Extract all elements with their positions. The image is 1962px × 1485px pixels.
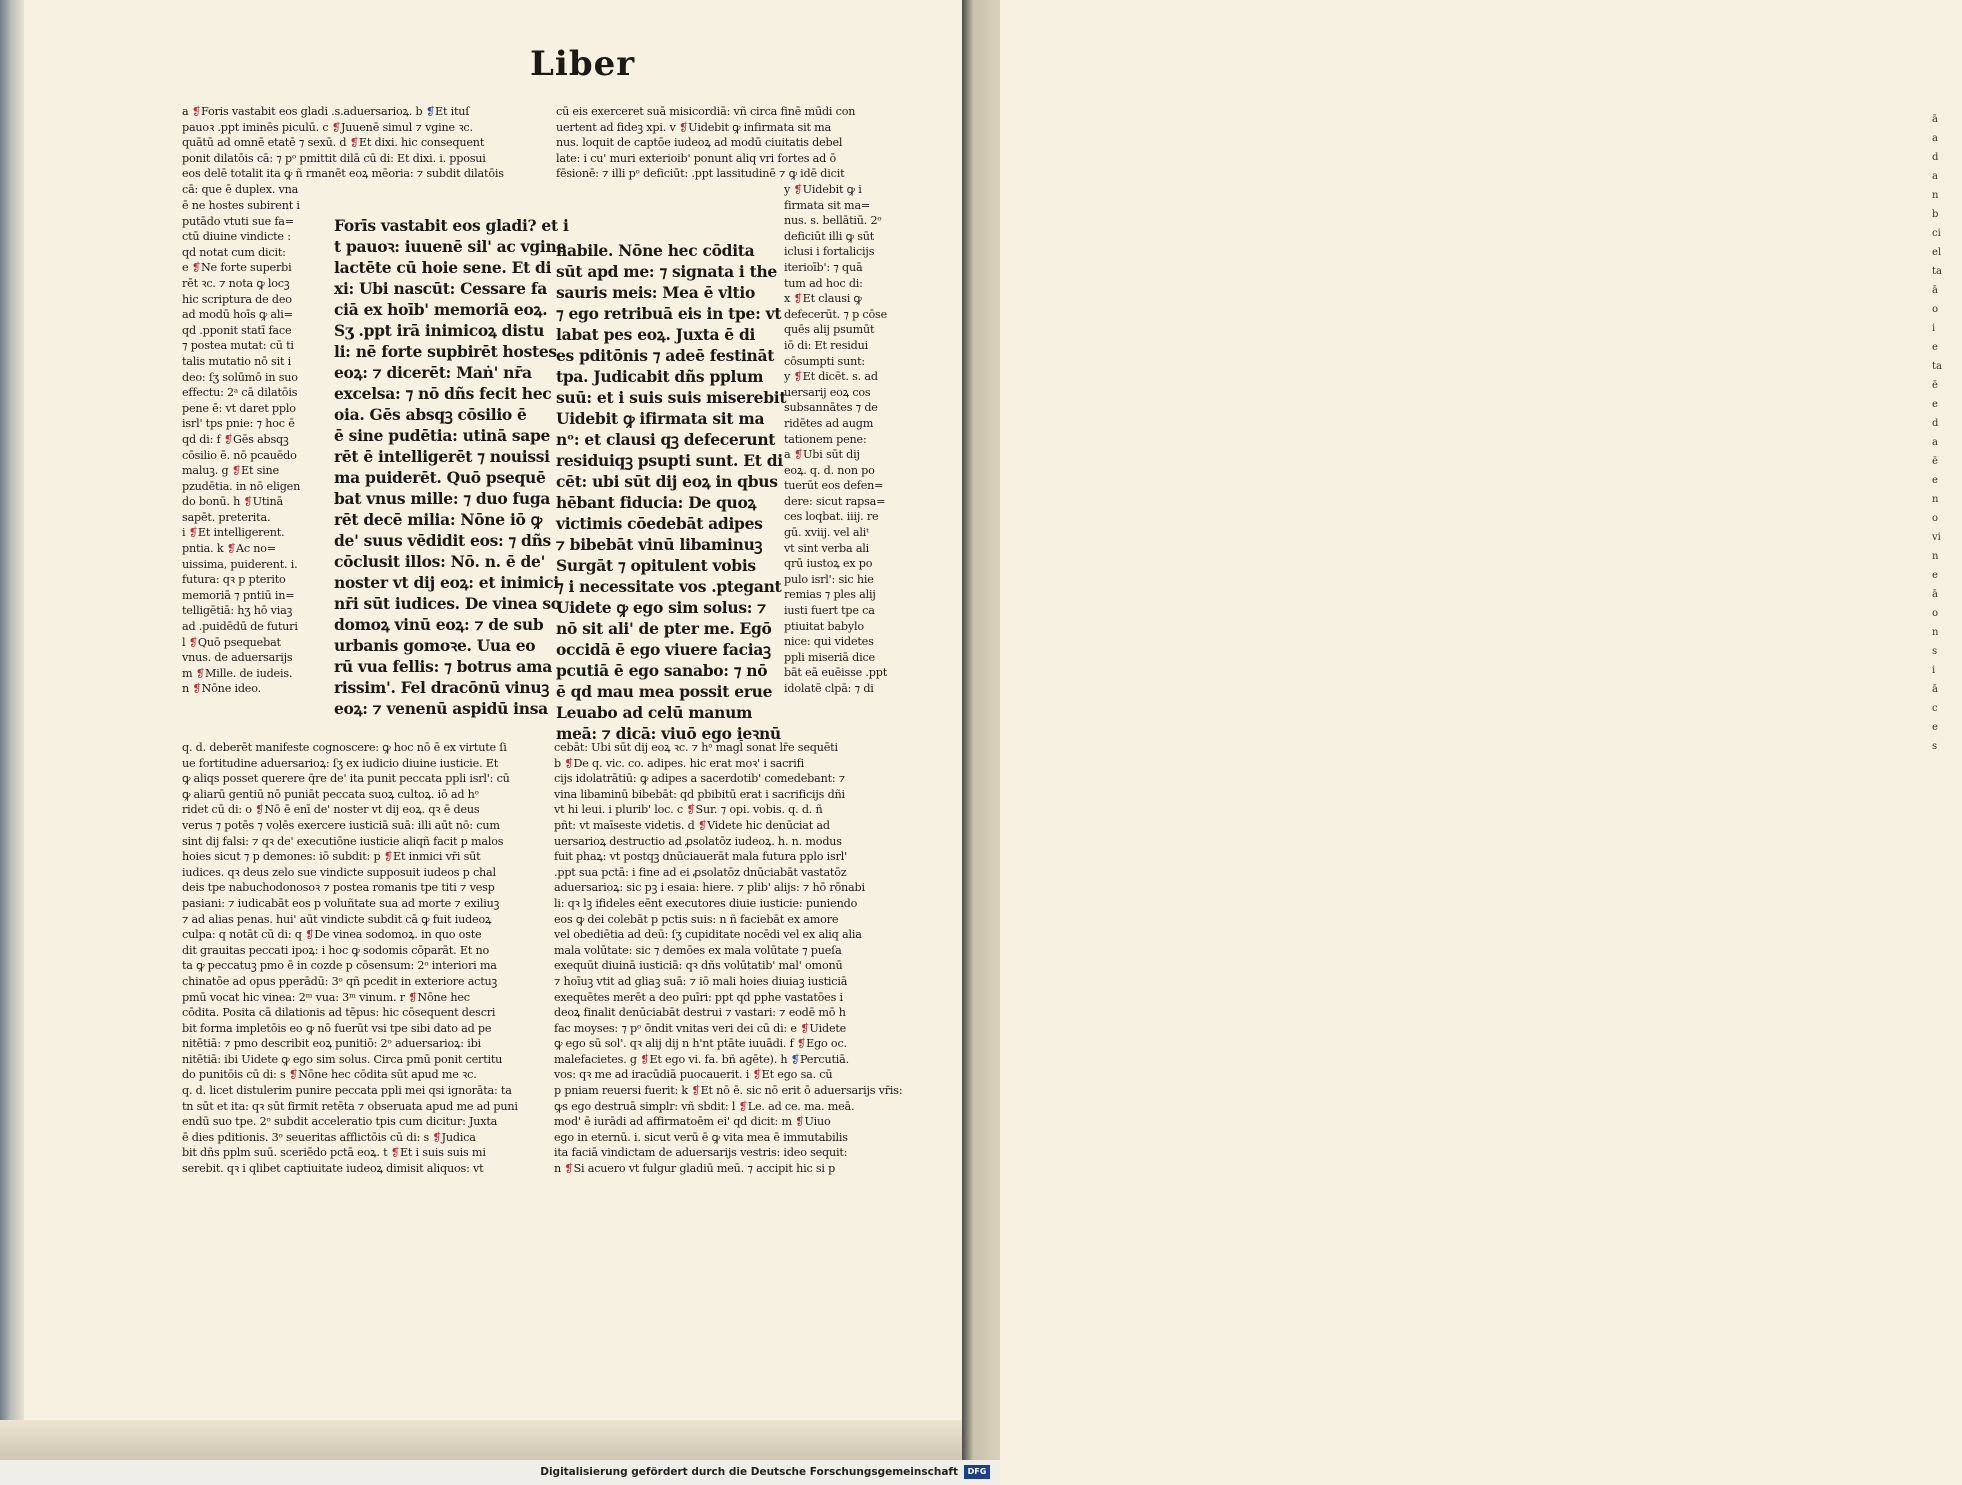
paragraph-mark-icon: ❡	[188, 526, 198, 540]
gloss-line: nus. s. bellātiū. 2ᵒ	[784, 214, 882, 228]
fragment-line: i	[1932, 665, 1936, 676]
footer-credit: Digitalisierung gefördert durch die Deutsche Forschungsgemeinschaft	[540, 1466, 958, 1478]
fragment-line: n	[1932, 494, 1939, 505]
gloss-line: hic scriptura de deo	[182, 292, 292, 306]
paragraph-mark-icon: ❡	[243, 495, 253, 509]
gloss-line: exequūt diuinā iusticiā: qꝛ dñs volūtatib' mal' omonū	[554, 959, 843, 973]
gloss-line: iudices. qꝛ deus zelo sue vindicte supposuit iudeos p chal	[182, 865, 496, 879]
gloss-line: vt hi leui. i plurib' loc. c ❡Sur. ⁊ opi. vobis. q. d. ñ	[554, 803, 823, 817]
text-line: suū: et i suis suis miserebit	[556, 388, 787, 407]
paragraph-mark-icon: ❡	[697, 818, 708, 832]
gloss-line: a ❡Foris vastabit eos gladi .s.aduersarioꝝ. b ❡Et ituſ	[182, 105, 470, 118]
gloss-line: nus. loquit de captōe iudeoꝝ ad modū ciuitatis debel	[556, 136, 843, 150]
paragraph-mark-icon: ❡	[640, 1052, 650, 1066]
gloss-line: iterioīb': ⁊ quā	[784, 260, 863, 274]
text-line: sūt apd me: ⁊ signata i the	[556, 262, 777, 281]
paragraph-mark-icon: ❡	[790, 1052, 800, 1066]
gloss-line: ces loqbat. iiij. re	[784, 510, 879, 524]
paragraph-mark-icon: ❡	[800, 1021, 810, 1035]
lower-gloss-right	[554, 740, 904, 1177]
gloss-line: vnus. de aduersarijs	[182, 651, 293, 665]
gloss-line: sapēt. preterita.	[182, 510, 271, 524]
text-line: labat pes eoꝝ. Juxta ē di	[556, 325, 756, 344]
gloss-line: memoriā ⁊ pntiū in=	[182, 588, 295, 602]
gloss-line: qd di: f ❡Gēs absqꝫ	[182, 432, 289, 446]
gloss-line: ego in eternū. i. sicut verū ē ꝙ vita mea ē immutabilis	[554, 1130, 848, 1144]
gloss-line: eoꝝ. q. d. non po	[784, 463, 875, 477]
gloss-line: quēs alij psumūt	[784, 323, 875, 337]
gloss-line: rēt ꝛc. ⁊ nota ꝙ locꝫ	[182, 276, 290, 290]
text-line: noster vt dij eoꝝ: et inimici	[334, 573, 559, 592]
fragment-line: ā	[1932, 285, 1938, 296]
gloss-line: dere: sicut rapsa=	[784, 494, 886, 508]
gloss-line: ppli miseriā dice	[784, 650, 875, 664]
gloss-line: quātū ad omnē etatē ⁊ sexū. d ❡Et dixi. hic consequent	[182, 136, 485, 150]
paragraph-mark-icon: ❡	[564, 756, 574, 770]
gloss-line: .ppt sua pctā: i fine ad ei ꝓsolatōz dnūciabāt vastatōz	[554, 865, 847, 879]
text-line: Uidete ꝙ ego sim solus: ⁊	[556, 598, 766, 617]
fragment-line: ā	[1932, 684, 1938, 695]
gloss-line: a ❡Ubi sūt dij	[784, 448, 860, 462]
main-text-column-a	[334, 215, 569, 719]
text-line: cōclusit illos: Nō. n. ē de'	[334, 552, 546, 571]
gloss-line: p pniam reuersi fuerit: k ❡Et nō ē. sic nō erit ō aduersarijs vr̄is:	[554, 1084, 903, 1098]
book-left-edge	[0, 0, 24, 1460]
gloss-line: pntia. k ❡Ac no=	[182, 542, 276, 556]
gloss-line: vt sint verba ali	[784, 541, 870, 555]
text-line: de' suus vēdidit eos: ⁊ dñs	[334, 531, 551, 550]
text-line: xi: Ubi nascūt: Cessare fa	[334, 279, 547, 298]
page-heading: Liber	[530, 44, 636, 84]
gloss-line: ptiuitat babylo	[784, 619, 864, 633]
text-line: es pditōnis ⁊ adeē festināt	[556, 346, 775, 365]
gloss-line: talis mutatio nō sit i	[182, 354, 292, 368]
fragment-line: i	[1932, 323, 1936, 334]
fragment-line: o	[1932, 513, 1939, 524]
fragment-line: o	[1932, 608, 1939, 619]
fragment-line: n	[1932, 551, 1939, 562]
paragraph-mark-icon: ❡	[793, 370, 803, 384]
fragment-line: ta	[1932, 361, 1942, 372]
paragraph-mark-icon: ❡	[349, 136, 359, 150]
gloss-line: uertent ad fideꝫ xpi. v ❡Uidebit ꝙ infirmata sit ma	[556, 120, 831, 134]
lower-gloss-left	[182, 740, 532, 1177]
gloss-line: ⁊ hoīuꝫ vtit ad gliaꝫ suā: ⁊ iō mali hoies diuiaꝫ iusticiā	[554, 974, 848, 988]
gloss-line: pasiani: ⁊ iudicabāt eos p voluñtate sua ad morte ⁊ exiliuꝫ	[182, 896, 500, 910]
gloss-line: e ❡Ne forte superbi	[182, 261, 292, 275]
gloss-line: aduersarioꝝ: sic pꝫ i esaia: hiere. ⁊ plib' alijs: ⁊ hō rōnabi	[554, 881, 865, 895]
paragraph-mark-icon: ❡	[678, 120, 689, 134]
gloss-line: isrl' tps pnie: ⁊ hoc ē	[182, 417, 295, 431]
gloss-line: remias ⁊ ples alij	[784, 588, 876, 602]
gloss-line: do bonū. h ❡Utinā	[182, 495, 284, 509]
text-line: t pauoꝛ: iuuenē sil' ac vgine	[334, 237, 567, 256]
right-gloss-narrow	[784, 182, 904, 697]
gloss-line: subsannātes ⁊ de	[784, 401, 878, 415]
fragment-line: b	[1932, 209, 1939, 220]
paragraph-mark-icon: ❡	[738, 1099, 748, 1113]
text-line: ⁊ i necessitate vos .ptegant	[556, 577, 782, 596]
gloss-line: fac moyses: ⁊ pᵒ ōndit vnitas veri dei cū di: e ❡Uidete	[554, 1021, 847, 1035]
gloss-line: endū suo tpe. 2ᵒ subdit acceleratio tpis cum dicitur: Juxta	[182, 1115, 498, 1129]
facing-page-strip	[962, 0, 1942, 1460]
gloss-line: telligētiā: hʒ hō viaꝫ	[182, 604, 293, 618]
text-line: bat vnus mille: ⁊ duo fuga	[334, 489, 551, 508]
gloss-line: qrū iustoꝝ ex po	[784, 557, 873, 571]
gloss-line: q. d. deberēt manifeste cognoscere: ꝙ hoc nō ē ex virtute ſi	[182, 741, 507, 754]
fragment-line: a	[1932, 171, 1938, 182]
paragraph-mark-icon: ❡	[425, 105, 435, 118]
gloss-line: deo: ſʒ solūmō in suo	[182, 370, 298, 384]
paragraph-mark-icon: ❡	[288, 1068, 299, 1082]
gloss-line: malefacietes. g ❡Et ego vi. fa. bñ agēte). h ❡Percutiā.	[554, 1052, 849, 1066]
text-line: ma puiderēt. Quō psequē	[334, 468, 546, 487]
gloss-line: vel obediētia ad deū: ſʒ cupiditate nocēdi vel ex aliq alia	[554, 928, 862, 942]
text-line: eoꝝ: ⁊ venenū aspidū insa	[334, 699, 548, 718]
paragraph-mark-icon: ❡	[408, 990, 418, 1004]
fragment-line: e	[1932, 399, 1938, 410]
gloss-line: fēsionē: ⁊ illi pᵒ deficiūt: .ppt lassitudinē ⁊ ꝙ idē dicit	[556, 167, 845, 181]
book-bottom-edge	[0, 1420, 962, 1460]
gloss-line: bāt eā euēisse .ppt	[784, 666, 887, 680]
gloss-line: maluꝫ. g ❡Et sine	[182, 464, 279, 478]
fragment-line: n	[1932, 627, 1939, 638]
text-line: nō sit ali' de pter me. Egō	[556, 619, 772, 638]
text-line: cēt: ubi sūt dij eoꝝ in qbus	[556, 472, 778, 491]
gloss-line: eos delē totalit ita ꝙ ñ rmanēt eoꝝ mēoria: ⁊ subdit dilatōis	[182, 167, 504, 181]
gloss-line: qd .pponit statī face	[182, 323, 292, 337]
paragraph-mark-icon: ❡	[191, 105, 202, 118]
text-line: occidā ē ego viuere faciaꝫ	[556, 640, 771, 659]
gloss-line: chinatōe ad opus pperādū: 3ᵒ qñ pcedit in exteriore actuꝫ	[182, 974, 498, 988]
gloss-line: ē ne hostes subirent i	[182, 199, 300, 212]
gloss-line: ctū diuine vindicte :	[182, 230, 291, 244]
gloss-line: cōdita. Posita cā dilationis ad tēpus: hic cōsequent descri	[182, 1006, 496, 1020]
text-line: domoꝝ vinū eoꝝ: ⁊ de sub	[334, 615, 544, 634]
paragraph-mark-icon: ❡	[195, 666, 205, 680]
fragment-line: el	[1932, 247, 1942, 258]
paragraph-mark-icon: ❡	[691, 1084, 701, 1098]
paragraph-mark-icon: ❡	[564, 1162, 574, 1176]
gloss-line: idolatē clpā: ⁊ di	[784, 682, 874, 695]
text-line: rū vua fellis: ⁊ botrus ama	[334, 657, 552, 676]
text-line: sauris meis: Mea ē vltio	[556, 283, 756, 302]
fragment-line: e	[1932, 722, 1938, 733]
text-line: Leuabo ad celū manum	[556, 703, 753, 722]
gloss-line: n ❡Nōne ideo.	[182, 682, 261, 696]
text-line: Uidebit ꝙ ifirmata sit ma	[556, 409, 765, 428]
fragment-line: d	[1932, 418, 1939, 429]
gloss-line: cū eis exerceret suā misicordiā: vñ circa finē mūdi con	[556, 105, 856, 118]
text-line: rēt decē milia: Nōne iō ꝙ	[334, 510, 543, 529]
text-line: rissim'. Fel dracōnū vinuꝫ	[334, 678, 549, 697]
paragraph-mark-icon: ❡	[432, 1130, 442, 1144]
dfg-logo: DFG	[964, 1465, 990, 1479]
gloss-line: futura: qꝛ p pterito	[182, 573, 286, 587]
paragraph-mark-icon: ❡	[192, 682, 202, 696]
gloss-line: defecerūt. ⁊ p cōse	[784, 307, 887, 321]
text-line: hēbant fiducia: De quoꝝ	[556, 493, 757, 512]
gloss-line: nitētiā: ⁊ pmo describit eoꝝ punitiō: 2ᵒ aduersarioꝝ: ibi	[182, 1037, 481, 1051]
gloss-line: cōsumpti sunt:	[784, 354, 865, 368]
gloss-line: y ❡Uidebit ꝙ i	[784, 183, 862, 196]
gloss-line: uersarij eoꝝ cos	[784, 385, 871, 399]
gloss-line: effectu: 2ᵃ cā dilatōis	[182, 386, 298, 400]
text-line: rēt ē intelligerēt ⁊ nouissi	[334, 447, 550, 466]
text-line: oia. Gēs absqꝫ cōsilio ē	[334, 405, 527, 424]
gloss-line: ue fortitudine aduersarioꝝ: ſʒ ex iudicio diuine iusticie. Et	[182, 756, 499, 770]
paragraph-mark-icon: ❡	[191, 261, 201, 275]
gloss-line: ꝙ aliarū gentiū nō puniāt peccata suoꝝ cultoꝝ. iō ad hᵒ	[182, 787, 479, 801]
fragment-line: c	[1932, 703, 1938, 714]
gloss-line: ⁊ ad alias penas. hui' aūt vindicte subdit cā ꝙ fuit iudeoꝝ	[182, 912, 492, 926]
gloss-line: do punitōis cū di: s ❡Nōne hec cōdita sūt apud me ꝛc.	[182, 1068, 477, 1082]
fragment-line: ē	[1932, 456, 1938, 467]
gloss-line: bit forma impletōis eo ꝙ nō fuerūt vsi tpe sibi dato ad pe	[182, 1021, 492, 1035]
digitization-footer	[0, 1460, 1000, 1485]
gloss-line: li: qꝛ lꝫ ifideles eēnt executores diuie iusticie: puniendo	[554, 896, 858, 910]
paragraph-mark-icon: ❡	[226, 542, 236, 556]
paragraph-mark-icon: ❡	[223, 432, 234, 446]
gloss-line: dit grauitas peccati ipoꝝ: i hoc ꝙ sodomis cōparāt. Et no	[182, 943, 490, 957]
gloss-line: putādo vtuti sue fa=	[182, 214, 294, 228]
fragment-line: d	[1932, 152, 1939, 163]
fragment-line: ē	[1932, 380, 1938, 391]
gloss-line: i ❡Et intelligerent.	[182, 526, 285, 540]
text-line: nr̄i sūt iudices. De vinea so	[334, 594, 561, 613]
gloss-line: ꝙ ego sū sol'. qꝛ alij dij n h'nt ptāte iuuādi. f ❡Ego oc.	[554, 1037, 847, 1051]
paragraph-mark-icon: ❡	[795, 1115, 805, 1129]
paragraph-mark-icon: ❡	[390, 1146, 400, 1160]
paragraph-mark-icon: ❡	[331, 120, 341, 134]
gloss-line: m ❡Mille. de iudeis.	[182, 666, 293, 680]
paragraph-mark-icon: ❡	[793, 448, 804, 462]
paragraph-mark-icon: ❡	[686, 803, 696, 817]
gloss-line: nitētiā: ibi Uidete ꝙ ego sim solus. Circa pmū ponit certitu	[182, 1052, 503, 1066]
gloss-line: cā: que ē duplex. vna	[182, 182, 299, 196]
gloss-line: ⁊ postea mutat: cū ti	[182, 339, 294, 353]
fragment-line: n	[1932, 190, 1939, 201]
gloss-line: n ❡Si acuero vt fulgur gladiū meū. ⁊ accipit hic si p	[554, 1162, 836, 1176]
gloss-line: vina libaminū bibebāt: qd pbibitū erat i sacrificijs dñi	[554, 787, 845, 801]
gloss-line: ridet cū di: o ❡Nō ē enī de' noster vt dij eoꝝ. qꝛ ē deus	[182, 803, 480, 817]
text-line: ē qd mau mea possit erue	[556, 682, 773, 701]
gloss-line: pene ē: vt daret pplo	[182, 401, 296, 415]
gloss-line: cijs idolatrātiū: ꝙ adipes a sacerdotib' comedebant: ⁊	[554, 772, 846, 786]
paragraph-mark-icon: ❡	[383, 850, 393, 864]
fragment-line: e	[1932, 475, 1938, 486]
fragment-line: ā	[1932, 114, 1938, 125]
text-line: nabile. Nōne hec cōdita	[556, 241, 755, 260]
gloss-line: hoies sicut ⁊ p demones: iō subdit: p ❡Et inmici vr̄i sūt	[182, 850, 481, 864]
gloss-line: x ❡Et clausi ꝙ	[784, 292, 862, 306]
text-line: lactēte cū hoie sene. Et di	[334, 258, 552, 277]
gloss-line: l ❡Quō psequebat	[182, 635, 281, 649]
gloss-line: pzudētia. in nō eligen	[182, 479, 301, 493]
gloss-line: late: i cu' muri exterioib' ponunt aliq vri fortes ad ō	[556, 151, 836, 165]
gloss-line: q. d. licet distulerim punire peccata ppli mei qsi ignorāta: ta	[182, 1084, 512, 1098]
gloss-line: ridētes ad augm	[784, 416, 874, 430]
paragraph-mark-icon: ❡	[796, 1037, 807, 1051]
text-line: ⁊ bibebāt vinū libaminuꝫ	[556, 535, 763, 554]
gloss-line: pauoꝛ .ppt iminēs piculū. c ❡Juuenē simul ⁊ vgine ꝛc.	[182, 120, 473, 134]
gloss-line: uissima, puiderent. i.	[182, 557, 298, 571]
gloss-line: uersarioꝝ destructio ad ꝓsolatōz iudeoꝝ. h. n. modus	[554, 834, 842, 848]
text-line: li: nē forte supbirēt hostes	[334, 342, 557, 361]
gloss-line: pmū vocat hic vinea: 2ᵐ vua: 3ᵐ vinum. r ❡Nōne hec	[182, 990, 470, 1004]
gloss-line: tationem pene:	[784, 432, 867, 446]
text-line: ciā ex hoīb' memoriā eoꝝ.	[334, 300, 548, 319]
gloss-line: deis tpe nabuchodonosoꝛ ⁊ postea romanis tpe titi ⁊ vesp	[182, 881, 495, 895]
paragraph-mark-icon: ❡	[255, 803, 265, 817]
gloss-line: tn sūt et ita: qꝛ sūt firmit retēta ⁊ obseruata apud me ad puni	[182, 1099, 518, 1113]
gloss-line: ꝙs ego destruā simplr: vñ sbdit: l ❡Le. ad ce. ma. meā.	[554, 1099, 855, 1113]
fragment-line: e	[1932, 570, 1938, 581]
paragraph-mark-icon: ❡	[305, 928, 315, 942]
gloss-line: pulo isrl': sic hie	[784, 572, 874, 586]
text-line: Surgāt ⁊ opitulent vobis	[556, 556, 756, 575]
text-line: Sʒ .ppt irā inimicoꝝ distu	[334, 321, 545, 340]
book-page	[24, 0, 962, 1420]
text-line: residuiqꝫ psupti sunt. Et di	[556, 451, 783, 470]
gloss-line: ad modū hoīs ꝙ ali=	[182, 308, 293, 322]
gloss-line: b ❡De q. vic. co. adipes. hic erat moꝛ' i sacrifi	[554, 756, 805, 770]
fragment-line: a	[1932, 133, 1938, 144]
gloss-line: mala volūtate: sic ⁊ demōes ex mala volūtate ⁊ pueſa	[554, 943, 842, 957]
gloss-line: ē dies pditionis. 3ᵒ seueritas afflictōis cū di: s ❡Judica	[182, 1130, 476, 1144]
gloss-line: firmata sit ma=	[784, 198, 871, 212]
gloss-line: qd notat cum dicit:	[182, 245, 286, 259]
fragment-line: ta	[1932, 266, 1942, 277]
text-line: Forīs vastabit eos gladi? et i	[334, 216, 569, 235]
gloss-line: nice: qui videtes	[784, 635, 874, 649]
gloss-line: ta ꝙ peccatuꝫ pmo ē in cozde p cōsensum: 2ᵒ interiori ma	[182, 959, 497, 973]
text-line: eoꝝ: ⁊ dicerēt: Maṅ' nr̄a	[334, 363, 532, 382]
text-line: tpa. Judicabit dñs pplum	[556, 367, 764, 386]
gloss-line: tuerūt eos defen=	[784, 479, 884, 493]
fragment-line: ci	[1932, 228, 1941, 239]
gloss-line: verus ⁊ potēs ⁊ volēs exercere iusticiā suā: illi aūt nō: cum	[182, 818, 500, 832]
text-line: pcutiā ē ego sanabo: ⁊ nō	[556, 661, 768, 680]
text-line: ⁊ ego retribuā eis in tpe: vt	[556, 304, 782, 323]
gloss-line: y ❡Et dicēt. s. ad	[784, 370, 878, 384]
paragraph-mark-icon: ❡	[793, 183, 803, 196]
fragment-line: s	[1932, 646, 1938, 657]
text-line: victimis cōedebāt adipes	[556, 514, 763, 533]
gloss-line: iusti fuert tpe ca	[784, 604, 875, 618]
gloss-line: gū. xviij. vel aliᵗ	[784, 526, 869, 540]
gloss-line: exequētes merēt a deo puīri: ppt qd pphe vastatōes i	[554, 990, 843, 1004]
gloss-line: serebit. qꝛ i qlibet captiuitate iudeoꝝ dimisit aliquos: vt	[182, 1162, 484, 1176]
fragment-line: vi	[1932, 532, 1941, 543]
left-gloss-narrow	[182, 198, 320, 697]
fragment-line: s	[1932, 741, 1938, 752]
text-line: urbanis gomoꝛe. Uua eo	[334, 636, 536, 655]
gloss-line: cebāt: Ubi sūt dij eoꝝ ꝛc. ⁊ hᵒ magl̄ sonat lr̄e sequēti	[554, 741, 838, 754]
fragment-line: a	[1932, 437, 1938, 448]
gloss-line: mod' ē iurādi ad affirmatoēm ei' qd dicit: m ❡Uiuo	[554, 1115, 831, 1129]
gloss-line: ad .puidēdū de futuri	[182, 620, 298, 634]
gloss-line: vos: qꝛ me ad iracūdiā puocauerit. i ❡Et ego sa. cū	[554, 1068, 833, 1082]
gloss-line: bit dñs pplm suū. sceriēdo pctā eoꝝ. t ❡Et i suis suis mi	[182, 1146, 486, 1160]
text-line: ē sine pudētia: utinā sape	[334, 426, 551, 445]
gloss-line: ita faciā vindictam de aduersarijs vestris: ideo sequit:	[554, 1146, 848, 1160]
left-gloss-top	[182, 104, 530, 198]
gloss-line: culpa: q notāt cū di: q ❡De vinea sodomoꝝ. in quo oste	[182, 928, 482, 942]
gloss-line: iclusi i fortalicijs	[784, 245, 875, 259]
gloss-line: deficiūt illi ꝙ sūt	[784, 229, 875, 243]
gloss-line: fuit phaꝝ: vt postqꝫ dnūciauerāt mala futura pplo isrl'	[554, 850, 847, 864]
gloss-line: ꝙ aliqs posset querere q̄re de' ita punit peccata ppli isrl': cū	[182, 772, 510, 786]
gloss-line: iō di: Et residui	[784, 338, 868, 352]
gloss-line: deoꝝ finalit denūciabāt destrui ⁊ vastari: ⁊ eodē mō h	[554, 1006, 846, 1020]
right-gloss-top	[556, 104, 896, 182]
text-line: meā: ⁊ dicā: viuō ego ieꝛnū	[556, 724, 781, 743]
paragraph-mark-icon: ❡	[793, 292, 803, 306]
text-line: nᵒ: et clausi qꝫ defecerunt	[556, 430, 776, 449]
gloss-line: ponit dilatōis cā: ⁊ pᵒ pmittit dilā cū di: Et dixi. i. pposui	[182, 151, 486, 165]
gloss-line: sint dij falsi: ⁊ qꝛ de' executiōne iusticie aliqñ facit p malos	[182, 834, 504, 848]
fragment-line: o	[1932, 304, 1939, 315]
gloss-line: pñt: vt maīseste videtis. d ❡Videte hic denūciat ad	[554, 818, 830, 832]
gloss-line: cōsilio ē. nō pcauēdo	[182, 448, 297, 462]
fragment-line: e	[1932, 342, 1938, 353]
gloss-line: tum ad hoc di:	[784, 276, 863, 290]
facing-page-fragments	[1932, 110, 1962, 810]
paragraph-mark-icon: ❡	[752, 1068, 762, 1082]
paragraph-mark-icon: ❡	[188, 635, 198, 649]
fragment-line: ā	[1932, 589, 1938, 600]
text-line: excelsa: ⁊ nō dñs fecit hec	[334, 384, 552, 403]
gloss-line: eos ꝙ dei colebāt p pctis suis: n ñ faciebāt ex amore	[554, 912, 839, 926]
paragraph-mark-icon: ❡	[231, 464, 241, 478]
main-text-column-b	[556, 240, 787, 744]
